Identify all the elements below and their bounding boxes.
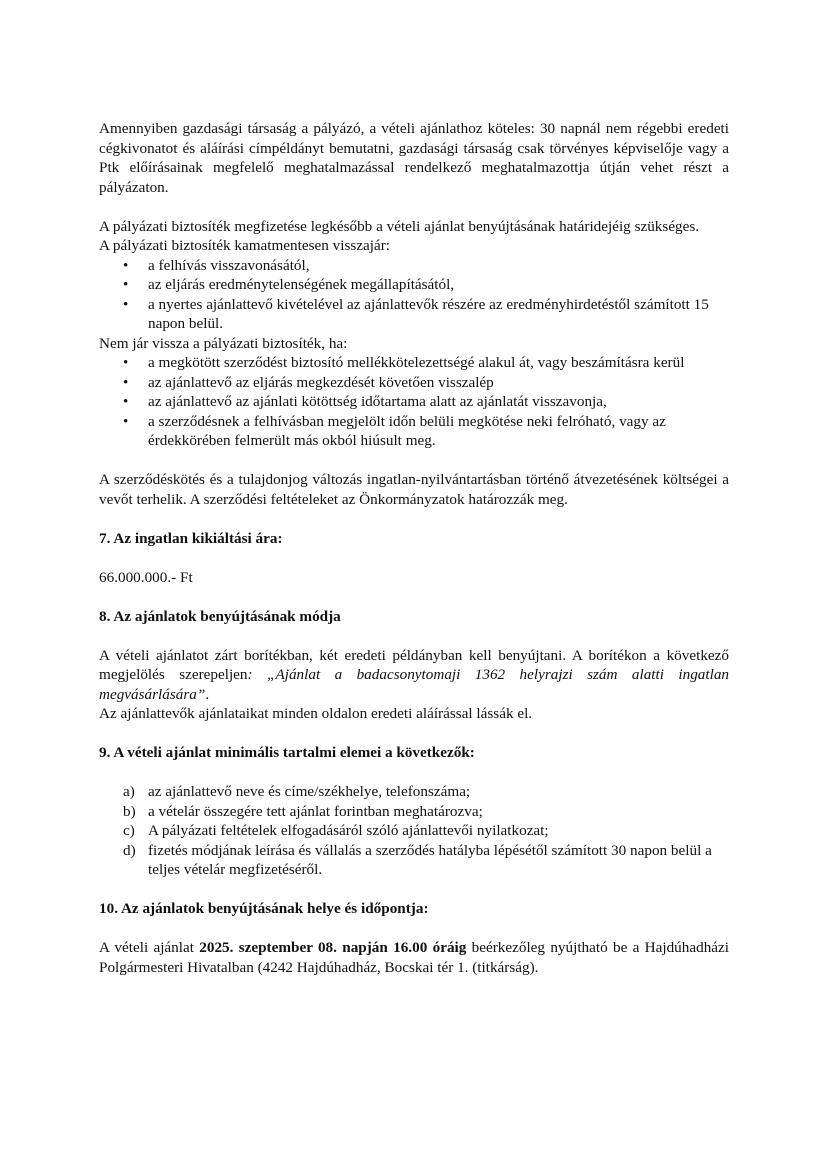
spacer bbox=[99, 763, 729, 783]
section-heading-8: 8. Az ajánlatok benyújtásának módja bbox=[99, 607, 341, 625]
deadline-text: 2025. szeptember 08. napján 16.00 óráig bbox=[199, 939, 467, 956]
list-item: • a megkötött szerződést biztosító mellékkötelezettségé alakul át, vagy beszámításra kerül bbox=[123, 354, 685, 371]
bullet-icon: • bbox=[123, 393, 129, 410]
section-heading-10: 10. Az ajánlatok benyújtásának helye és időpontja: bbox=[99, 900, 429, 917]
list-marker: a) bbox=[123, 783, 135, 800]
spacer bbox=[99, 451, 729, 471]
deposit-return-list bbox=[99, 256, 729, 334]
spacer bbox=[99, 197, 729, 217]
bullet-icon: • bbox=[123, 373, 129, 391]
list-marker: d) bbox=[123, 841, 136, 859]
section-heading-7: 7. Az ingatlan kikiáltási ára: bbox=[99, 529, 283, 547]
list-item: d) fizetés módjának leírása és vállalás a szerződés hatályba lépésétől számított 30 napon belül a teljes vételár megfizetéséről. bbox=[123, 841, 712, 878]
spacer bbox=[99, 587, 729, 607]
bullet-icon: • bbox=[123, 256, 129, 274]
paragraph-deposit-deadline: A pályázati biztosíték megfizetése legkésőbb a vételi ajánlat benyújtásának határidejéig szükséges. bbox=[99, 217, 700, 235]
paragraph-deposit-return-intro: A pályázati biztosíték kamatmentesen visszajár: bbox=[99, 237, 390, 254]
list-item: c) A pályázati feltételek elfogadásáról szóló ajánlattevői nyilatkozat; bbox=[123, 822, 549, 839]
bullet-icon: • bbox=[123, 276, 129, 293]
list-item: • a nyertes ajánlattevő kivételével az ajánlattevők részére az eredményhirdetéstől számított 15 napon belül. bbox=[123, 295, 709, 332]
price-value: 66.000.000.- Ft bbox=[99, 568, 193, 586]
spacer bbox=[99, 724, 729, 744]
spacer bbox=[99, 509, 729, 529]
spacer bbox=[99, 919, 729, 939]
list-item: • az ajánlattevő az ajánlati kötöttség időtartama alatt az ajánlatát visszavonja, bbox=[123, 393, 607, 410]
list-item: • a felhívás visszavonásától, bbox=[123, 256, 310, 274]
paragraph-company-requirements: Amennyiben gazdasági társaság a pályázó, a vételi ajánlathoz köteles: 30 napnál nem régebbi eredeti cégkivonatot és aláírási címpéldányt bemutatni, gazdasági társaság csak törvényes képviselője vagy a Ptk előírásainak megfelelő meghatalmazással rendelkező meghatalmazottja útján vehet részt a pályázaton. bbox=[99, 120, 729, 196]
spacer bbox=[99, 548, 729, 568]
spacer bbox=[99, 880, 729, 900]
list-item: a) az ajánlattevő neve és címe/székhelye, telefonszáma; bbox=[123, 783, 471, 800]
bullet-icon: • bbox=[123, 354, 129, 371]
bullet-icon: • bbox=[123, 412, 129, 430]
paragraph-submission-place: A vételi ajánlat 2025. szeptember 08. napján 16.00 óráig beérkezőleg nyújtható be a Hajdúhadházi Polgármesteri Hivatalban (4242 Hajdúhadház, Bocskai tér 1. (titkárság). bbox=[99, 939, 730, 976]
list-item: • az ajánlattevő az eljárás megkezdését követően visszalép bbox=[123, 373, 494, 391]
bullet-icon: • bbox=[123, 295, 129, 313]
list-item: • az eljárás eredménytelenségének megállapításától, bbox=[123, 276, 455, 293]
minimum-content-list bbox=[99, 782, 729, 880]
list-item: • a szerződésnek a felhívásban megjelölt időn belüli megkötése neki felróható, vagy az érdekkörében felmerült más okból hiúsult meg. bbox=[123, 412, 666, 449]
envelope-label-quote: „Ajánlat a badacsonytomaji 1362 helyrajzi szám alatti ingatlan megvásárlására” bbox=[99, 666, 730, 703]
document-page bbox=[99, 119, 729, 977]
spacer bbox=[99, 626, 729, 646]
paragraph-signature: Az ajánlattevők ajánlataikat minden oldalon eredeti aláírással lássák el. bbox=[99, 705, 533, 722]
section-heading-9: 9. A vételi ajánlat minimális tartalmi elemei a következők: bbox=[99, 744, 475, 761]
list-item: b) a vételár összegére tett ajánlat forintban meghatározva; bbox=[123, 802, 483, 820]
list-marker: b) bbox=[123, 802, 136, 820]
list-marker: c) bbox=[123, 822, 135, 839]
deposit-forfeit-list bbox=[99, 353, 729, 451]
paragraph-costs: A szerződéskötés és a tulajdonjog változás ingatlan-nyilvántartásban történő átvezetésének költségei a vevőt terhelik. A szerződési feltételeket az Önkormányzatok határozzák meg. bbox=[99, 471, 729, 508]
paragraph-submission-method: A vételi ajánlatot zárt borítékban, két eredeti példányban kell benyújtani. A borítékon a következő megjelölés szerepeljen: „Ajánlat a badacsonytomaji 1362 helyrajzi szám alatti ingatlan megvásárlására”. bbox=[99, 646, 730, 703]
paragraph-no-return-intro: Nem jár vissza a pályázati biztosíték, ha: bbox=[99, 334, 348, 352]
